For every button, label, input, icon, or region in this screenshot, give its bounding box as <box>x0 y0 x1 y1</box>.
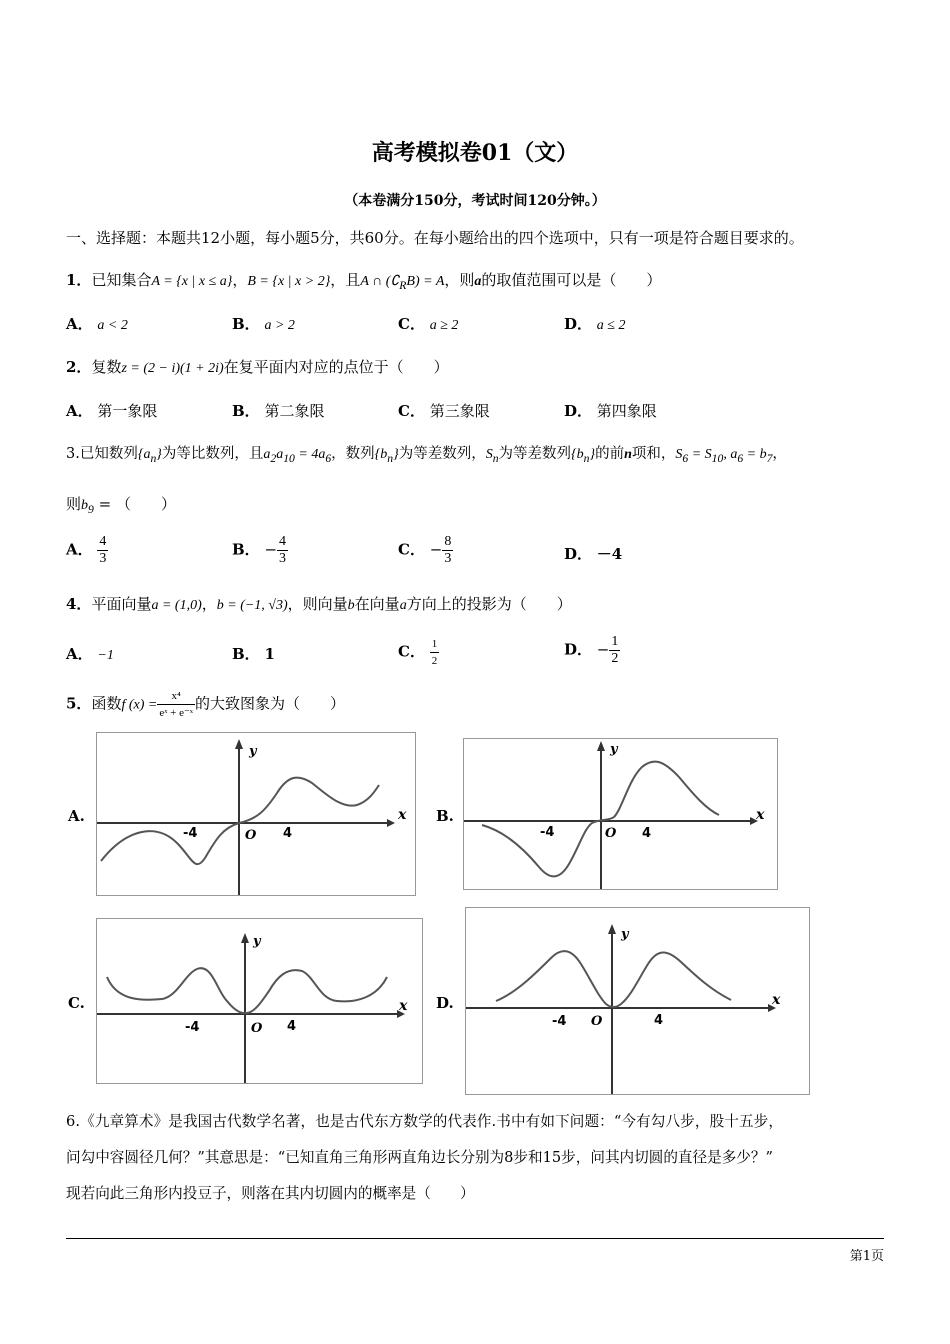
subscript: 10 <box>711 451 724 465</box>
seq-open: {a <box>137 447 151 462</box>
option-label: B． <box>232 402 260 420</box>
question-number: 2． <box>66 358 92 376</box>
function-fraction <box>157 688 195 721</box>
seq-close: } <box>156 447 162 462</box>
x-axis-label: x <box>398 807 407 823</box>
option-label: C． <box>398 642 425 661</box>
option-label: A． <box>66 645 93 663</box>
question-2 <box>66 357 449 379</box>
graph-c-svg <box>97 919 422 1083</box>
question-1 <box>66 270 661 296</box>
option-value: 第一象限 <box>97 402 158 420</box>
curve-d <box>496 951 731 1007</box>
graph-c <box>96 918 423 1084</box>
fraction <box>430 636 440 669</box>
fraction <box>609 634 620 667</box>
y-axis-label: y <box>610 742 618 757</box>
question-text: 的前 <box>595 446 625 462</box>
question-text: 为等差数列， <box>398 446 486 462</box>
option-value: a > 2 <box>264 318 295 333</box>
numerator: 1 <box>430 636 440 653</box>
section-heading: 一、选择题：本题共12小题，每小题5分，共60分。在每小题给出的四个选项中，只有一项是符合题目要求的。 <box>66 229 804 247</box>
option-label: C． <box>398 402 425 420</box>
graph-a <box>96 732 416 896</box>
question-3-line-2 <box>66 494 176 520</box>
question-text: 为等比数列，且 <box>161 446 264 462</box>
question-text: ，数列 <box>331 446 375 462</box>
variable: a <box>474 274 482 289</box>
condition <box>360 274 445 292</box>
numerator: 4 <box>99 534 107 549</box>
denominator: 3 <box>444 551 452 566</box>
question-6-line-2: 问勾中容圆径几何？”其意思是：“已知直角三角形两直角边长分别为8步和15步，问其内切圆的直径是多少？” <box>66 1149 773 1166</box>
q1-option-d <box>564 314 625 336</box>
option-label: B． <box>232 540 260 559</box>
q2-option-d <box>564 401 657 421</box>
q2-option-c <box>398 401 490 421</box>
term: , a <box>723 447 738 462</box>
page-number: 第1页 <box>849 1249 884 1264</box>
question-text: 则 <box>66 495 82 513</box>
question-text: 方向上的投影为（ ） <box>406 595 572 613</box>
option-label: D． <box>564 402 593 420</box>
y-axis-label: y <box>253 934 261 949</box>
origin-label: O <box>591 1014 603 1029</box>
seq-subscript: n <box>387 451 394 465</box>
q3-option-b <box>232 534 288 567</box>
option-label: D． <box>564 640 593 659</box>
q4-option-c <box>398 636 439 669</box>
exam-info: （本卷满分150分，考试时间120分钟。） <box>344 193 606 209</box>
question-number: 5． <box>66 694 92 713</box>
subscript: 6 <box>325 451 332 465</box>
seq-subscript: n <box>150 451 157 465</box>
question-text: ，且 <box>330 271 361 289</box>
sum-s <box>485 447 499 465</box>
question-5 <box>66 688 345 721</box>
subscript: 7 <box>766 451 773 465</box>
question-text: 3.已知数列 <box>66 446 138 462</box>
x-axis-label: x <box>772 992 781 1008</box>
seq-subscript: n <box>583 451 590 465</box>
question-text: = （ ） <box>93 495 176 513</box>
question-3-line-1 <box>66 444 787 469</box>
tick-neg-4: -4 <box>552 1014 567 1029</box>
graph-d-label: D. <box>436 994 454 1012</box>
question-text: 平面向量 <box>91 595 152 613</box>
question-6-line-1: 6.《九章算术》是我国古代数学名著，也是古代东方数学的代表作.书中有如下问题：“今有勾八步，股十五步， <box>66 1113 784 1130</box>
option-label: D． <box>564 315 593 333</box>
option-value: －4 <box>596 545 623 563</box>
q1-option-a <box>66 314 128 336</box>
question-text: ，则向量 <box>287 595 348 613</box>
term: a <box>263 447 271 462</box>
graph-d-svg <box>466 908 809 1094</box>
origin-label: O <box>605 826 617 841</box>
x-arrow-icon <box>387 819 395 827</box>
question-text: ，则 <box>444 271 475 289</box>
origin-label: O <box>251 1021 263 1036</box>
numerator: 8 <box>444 534 452 549</box>
question-text: 已知集合 <box>91 271 152 289</box>
q3-option-d <box>564 544 622 564</box>
y-arrow-icon <box>241 933 249 943</box>
graph-d <box>465 907 810 1095</box>
seq-close: } <box>393 447 399 462</box>
q2-option-b <box>232 401 324 421</box>
question-text: 在复平面内对应的点位于（ ） <box>223 358 449 376</box>
tick-pos-4: 4 <box>642 826 652 841</box>
condition-2 <box>675 447 773 465</box>
option-value: 第二象限 <box>264 402 325 420</box>
q1-option-b <box>232 314 295 336</box>
question-text: 的大致图象为（ ） <box>194 694 345 713</box>
variable: n <box>624 447 632 462</box>
vector-a-ref: a <box>399 598 407 613</box>
sign: − <box>264 540 278 559</box>
page-title: 高考模拟卷01（文） <box>371 140 579 166</box>
question-text: 在向量 <box>354 595 400 613</box>
vector-b-ref: b <box>347 598 355 613</box>
subscript: 9 <box>88 502 94 516</box>
graph-b-svg <box>464 739 777 889</box>
curve-c <box>107 968 387 1013</box>
question-text: 项和， <box>631 446 676 462</box>
denominator: eˣ + e⁻ˣ <box>159 707 193 719</box>
vector-b: b = (−1, √3) <box>216 598 288 613</box>
fraction <box>97 534 108 567</box>
option-value: 1 <box>264 645 275 663</box>
tick-neg-4: -4 <box>183 826 198 841</box>
seq-close: } <box>589 447 596 462</box>
option-label: D． <box>564 545 593 563</box>
option-value: a < 2 <box>97 318 128 333</box>
tick-neg-4: -4 <box>540 825 555 840</box>
q4-option-d <box>564 634 620 667</box>
q2-option-a <box>66 401 157 421</box>
y-arrow-icon <box>597 741 605 751</box>
term: S <box>485 447 493 462</box>
q3-option-a <box>66 534 108 567</box>
option-label: A． <box>66 402 93 420</box>
option-label: A． <box>66 540 93 559</box>
option-label: C． <box>398 540 425 559</box>
sequence-b <box>374 447 399 465</box>
numerator: 1 <box>611 634 619 649</box>
option-label: C． <box>398 315 425 333</box>
question-text: 复数 <box>91 358 122 376</box>
q3-option-c <box>398 534 453 567</box>
term: = 4a <box>294 447 326 462</box>
denominator: 2 <box>611 651 619 666</box>
graph-c-label: C. <box>68 994 85 1012</box>
sequence-b-2 <box>571 447 596 465</box>
separator: ， <box>201 595 217 613</box>
tick-pos-4: 4 <box>283 826 293 841</box>
graph-b <box>463 738 778 890</box>
condition-subscript: R <box>399 278 407 292</box>
fraction <box>277 534 288 567</box>
option-label: B． <box>232 315 260 333</box>
subscript: n <box>492 451 499 465</box>
seq-open: {b <box>374 447 388 462</box>
graph-a-label: A. <box>68 807 85 825</box>
y-axis-label: y <box>249 744 257 759</box>
x-axis-label: x <box>756 807 765 823</box>
question-text: 为等差数列 <box>498 446 572 462</box>
function-name: f (x) = <box>121 697 158 713</box>
question-number: 1． <box>66 271 92 289</box>
q4-option-b <box>232 644 275 664</box>
condition-1 <box>263 447 332 465</box>
y-axis-label: y <box>621 927 629 942</box>
term: b <box>81 498 89 513</box>
option-label: B． <box>232 645 260 663</box>
fraction <box>442 534 453 567</box>
complex-expression: z = (2 − i)(1 + 2i) <box>121 361 224 376</box>
q1-option-c <box>398 314 458 336</box>
option-value: a ≥ 2 <box>429 318 459 333</box>
tick-pos-4: 4 <box>654 1013 664 1028</box>
term: = S <box>688 447 712 462</box>
subscript: 2 <box>270 451 277 465</box>
y-arrow-icon <box>235 739 243 749</box>
tick-pos-4: 4 <box>287 1019 297 1034</box>
condition-end: B) = A <box>406 274 445 289</box>
sequence-a <box>137 447 162 465</box>
numerator: x⁴ <box>157 688 195 705</box>
subscript: 6 <box>682 451 689 465</box>
y-arrow-icon <box>608 924 616 934</box>
subscript: 6 <box>737 451 744 465</box>
numerator: 4 <box>279 534 287 549</box>
sign: − <box>429 540 443 559</box>
option-value: 第四象限 <box>596 402 657 420</box>
term: S <box>675 447 683 462</box>
q4-option-a <box>66 644 114 666</box>
vector-a: a = (1,0) <box>151 598 202 613</box>
condition-start: A ∩ (∁ <box>360 274 400 289</box>
option-label: A． <box>66 315 93 333</box>
subscript: 10 <box>283 451 295 465</box>
option-value: a ≤ 2 <box>596 318 626 333</box>
set-b: B = {x | x > 2} <box>247 274 331 289</box>
question-4 <box>66 594 572 616</box>
denominator: 3 <box>99 551 107 566</box>
graph-a-svg <box>97 733 415 895</box>
option-value: −1 <box>97 648 114 663</box>
question-text: ， <box>772 446 787 462</box>
separator: ， <box>232 271 248 289</box>
term: = b <box>743 447 767 462</box>
denominator: 3 <box>279 551 287 566</box>
question-6-line-3: 现若向此三角形内投豆子，则落在其内切圆内的概率是（ ） <box>66 1185 475 1202</box>
seq-open: {b <box>571 447 584 462</box>
question-text: 函数 <box>91 694 122 713</box>
term: a <box>276 447 284 462</box>
x-axis-label: x <box>399 998 408 1014</box>
question-number: 4． <box>66 595 92 613</box>
denominator: 2 <box>431 655 438 667</box>
b9 <box>81 498 94 516</box>
graph-b-label: B. <box>436 807 454 825</box>
question-text: 的取值范围可以是（ ） <box>481 271 662 289</box>
set-a: A = {x | x ≤ a} <box>151 274 233 289</box>
origin-label: O <box>245 828 257 843</box>
sign: − <box>596 640 610 659</box>
tick-neg-4: -4 <box>185 1020 200 1035</box>
footer-divider <box>66 1238 884 1239</box>
option-value: 第三象限 <box>429 402 490 420</box>
